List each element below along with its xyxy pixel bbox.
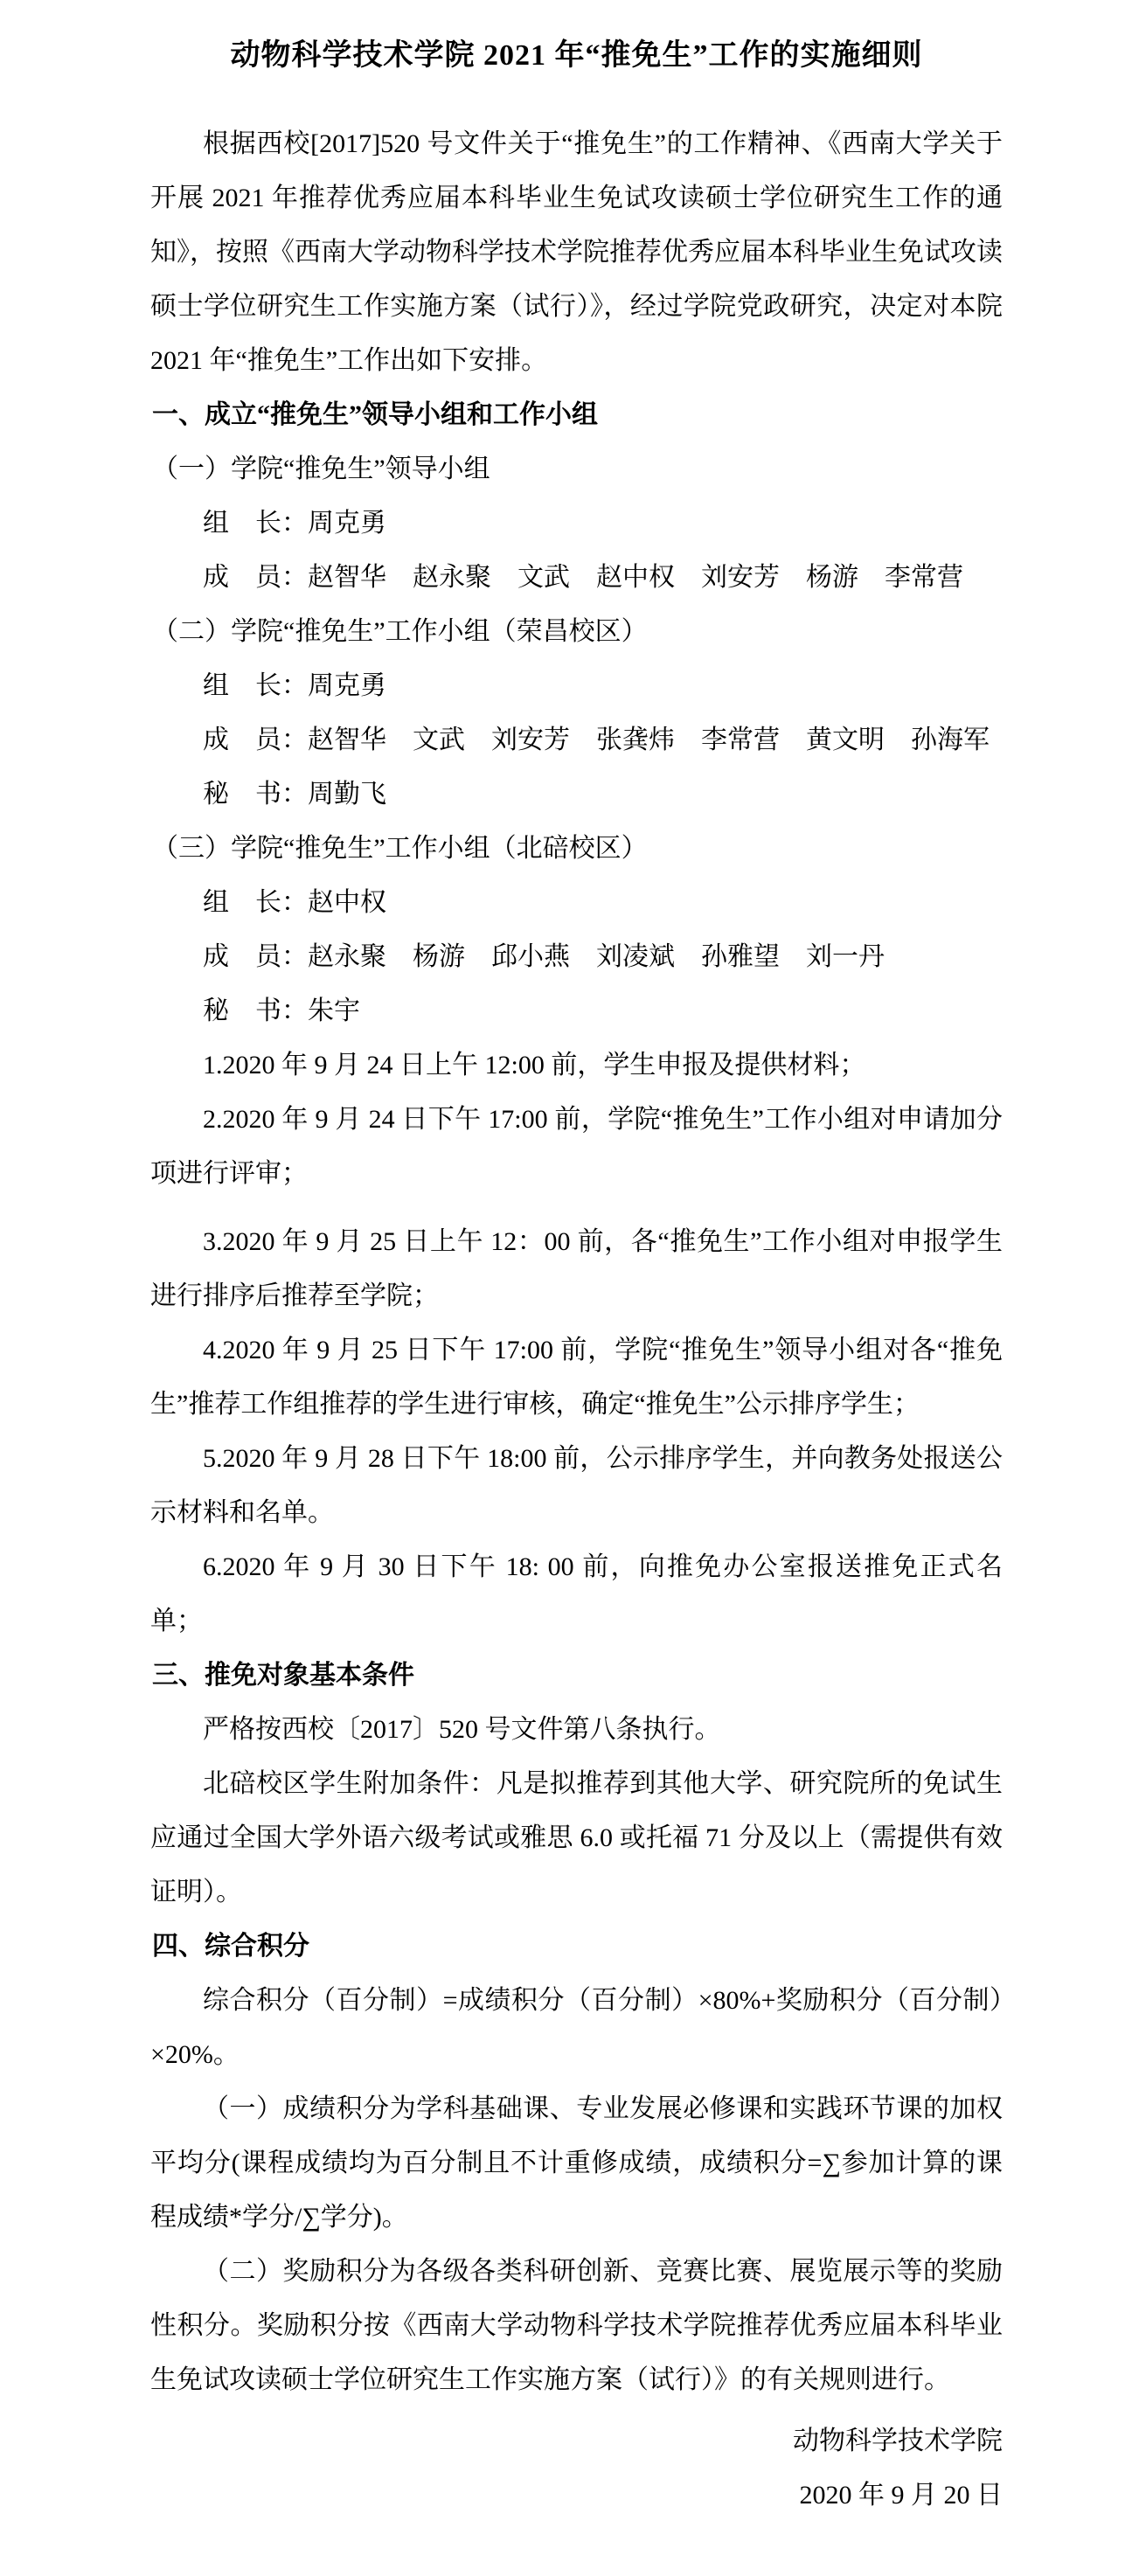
section-heading: 三、推免对象基本条件 (152, 1661, 414, 1690)
paragraph: 3.2020 年 9 月 25 日上午 12：00 前，各“推免生”工作小组对申报学生进行排序后推荐至学院； (150, 1227, 1003, 1310)
document-title: 动物科学技术学院 2021 年“推免生”工作的实施细则 (230, 39, 923, 72)
subsection-label: （三）学院“推免生”工作小组（北碚校区） (152, 834, 648, 863)
role-line: 秘 书：周勤飞 (203, 780, 386, 809)
role-line: 成 员：赵永聚 杨游 邱小燕 刘凌斌 孙雅望 刘一丹 (203, 942, 885, 971)
paragraph: 1.2020 年 9 月 24 日上午 12:00 前，学生申报及提供材料； (203, 1051, 866, 1080)
paragraph: 综合积分（百分制）=成绩积分（百分制）×80%+奖励积分（百分制）×20%。 (150, 1986, 1003, 2069)
paragraph: 6.2020 年 9 月 30 日下午 18: 00 前，向推免办公室报送推免正式名单； (150, 1552, 1003, 1635)
paragraph: 5.2020 年 9 月 28 日下午 18:00 前，公示排序学生，并向教务处报送公示材料和名单。 (150, 1444, 1003, 1527)
role-line: 成 员：赵智华 赵永聚 文武 赵中权 刘安芳 杨游 李常营 (203, 563, 963, 592)
section-heading: 四、综合积分 (152, 1932, 309, 1961)
signature-line: 2020 年 9 月 20 日 (799, 2481, 1003, 2510)
role-line: 成 员：赵智华 文武 刘安芳 张龚炜 李常营 黄文明 孙海军 (203, 726, 990, 754)
role-line: 组 长：赵中权 (203, 888, 386, 917)
section-heading: 一、成立“推免生”领导小组和工作小组 (152, 400, 598, 429)
role-line: 组 长：周克勇 (203, 671, 386, 700)
document-body (150, 117, 1003, 2523)
paragraph: 北碚校区学生附加条件：凡是拟推荐到其他大学、研究院所的免试生应通过全国大学外语六级考试或雅思 6.0 或托福 71 分及以上（需提供有效证明）。 (150, 1769, 1003, 1906)
paragraph: 严格按西校〔2017〕520 号文件第八条执行。 (203, 1715, 721, 1744)
paragraph: （一）成绩积分为学科基础课、专业发展必修课和实践环节课的加权平均分(课程成绩均为百分制且不计重修成绩，成绩积分=∑参加计算的课程成绩*学分/∑学分)。 (150, 2094, 1003, 2232)
subsection-label: （一）学院“推免生”领导小组 (152, 455, 490, 483)
paragraph: 2.2020 年 9 月 24 日下午 17:00 前，学院“推免生”工作小组对申请加分项进行评审； (150, 1105, 1003, 1188)
role-line: 组 长：周克勇 (203, 509, 386, 538)
paragraph: （二）奖励积分为各级各类科研创新、竞赛比赛、展览展示等的奖励性积分。奖励积分按《西南大学动物科学技术学院推荐优秀应届本科毕业生免试攻读硕士学位研究生工作实施方案（试行）》的有关规则进行。 (150, 2257, 1003, 2394)
signature-line: 动物科学技术学院 (793, 2427, 1003, 2455)
paragraph: 4.2020 年 9 月 25 日下午 17:00 前，学院“推免生”领导小组对各“推免生”推荐工作组推荐的学生进行审核，确定“推免生”公示排序学生； (150, 1336, 1003, 1419)
subsection-label: （二）学院“推免生”工作小组（荣昌校区） (152, 617, 648, 646)
paragraph: 根据西校[2017]520 号文件关于“推免生”的工作精神、《西南大学关于开展 2021 年推荐优秀应届本科毕业生免试攻读硕士学位研究生工作的通知》，按照《西南大学动物科学技术学院推荐优秀应届本科毕业生免试攻读硕士学位研究生工作实施方案（试行）》，经过学院党政研究，决定对本院 2021 年“推免生”工作出如下安排。 (150, 129, 1003, 375)
role-line: 秘 书：朱宇 (203, 996, 360, 1025)
